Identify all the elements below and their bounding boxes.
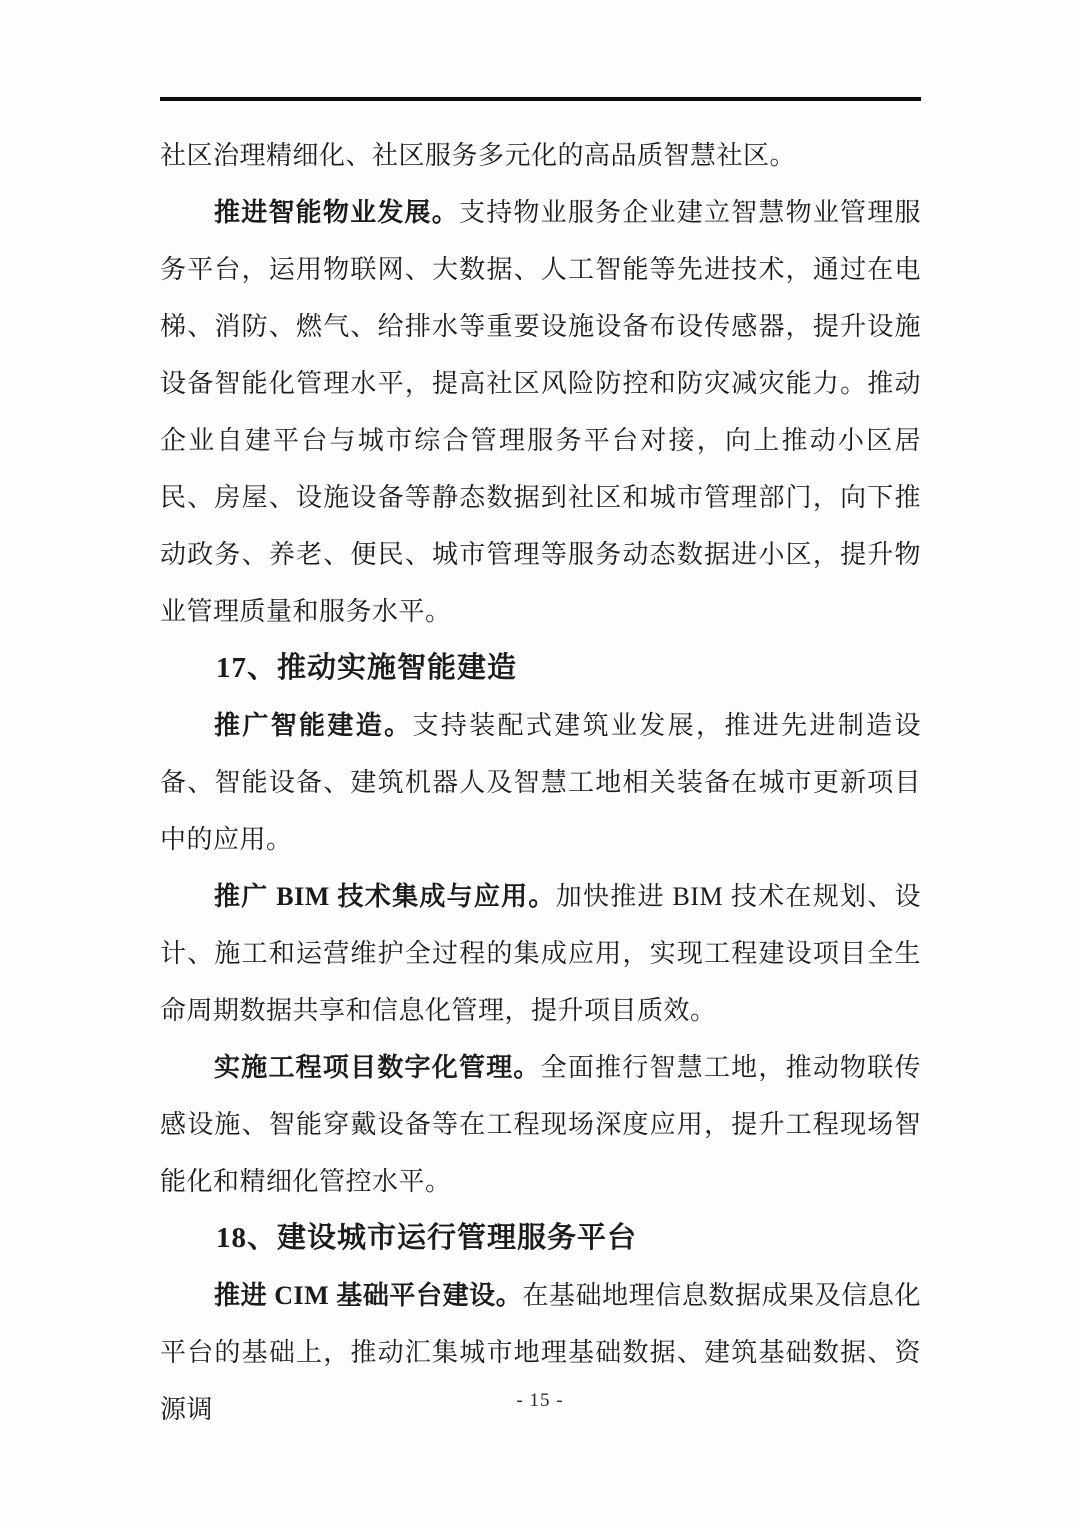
paragraph: [160, 868, 921, 1039]
body-text: 社区治理精细化、社区服务多元化的高品质智慧社区。: [160, 141, 797, 170]
bold-lead-text: 推广 BIM 技术集成与应用。: [214, 882, 556, 911]
body-text: 加快推进 BIM 技术在规划、设计、施工和运营维护全过程的集成应用，实现工程建设项目全生命周期数据共享和信息化管理，提升项目质效。: [160, 882, 921, 1025]
bold-lead-text: 推进 CIM 基础平台建设。: [214, 1281, 523, 1310]
body-text: 支持物业服务企业建立智慧物业管理服务平台，运用物联网、大数据、人工智能等先进技术，通过在电梯、消防、燃气、给排水等重要设施设备布设传感器，提升设施设备智能化管理水平，提高社区风险防控和防灾减灾能力。推动企业自建平台与城市综合管理服务平台对接，向上推动小区居民、房屋、设施设备等静态数据到社区和城市管理部门，向下推动政务、养老、便民、城市管理等服务动态数据进小区，提升物业管理质量和服务水平。: [160, 198, 921, 626]
paragraph: [160, 1039, 921, 1210]
bold-lead-text: 推进智能物业发展。: [214, 198, 459, 227]
section-heading: [160, 640, 921, 697]
paragraph: [160, 1267, 921, 1438]
page-number: - 15 -: [516, 1390, 564, 1411]
bold-lead-text: 17、推动实施智能建造: [216, 652, 518, 684]
paragraph: [160, 184, 921, 640]
body-text: 全面推行智慧工地，推动物联传感设施、智能穿戴设备等在工程现场深度应用，提升工程现场智能化和精细化管控水平。: [160, 1053, 921, 1196]
header-rule: [160, 97, 921, 101]
paragraph: [160, 697, 921, 868]
body-text: 在基础地理信息数据成果及信息化平台的基础上，推动汇集城市地理基础数据、建筑基础数据、资源调: [160, 1281, 921, 1424]
paragraph: [160, 127, 921, 184]
document-content: [160, 127, 921, 1438]
section-heading: [160, 1210, 921, 1267]
bold-lead-text: 实施工程项目数字化管理。: [214, 1053, 541, 1082]
bold-lead-text: 18、建设城市运行管理服务平台: [216, 1222, 638, 1254]
bold-lead-text: 推广智能建造。: [214, 711, 413, 740]
body-text: 支持装配式建筑业发展，推进先进制造设备、智能设备、建筑机器人及智慧工地相关装备在城市更新项目中的应用。: [160, 711, 921, 854]
